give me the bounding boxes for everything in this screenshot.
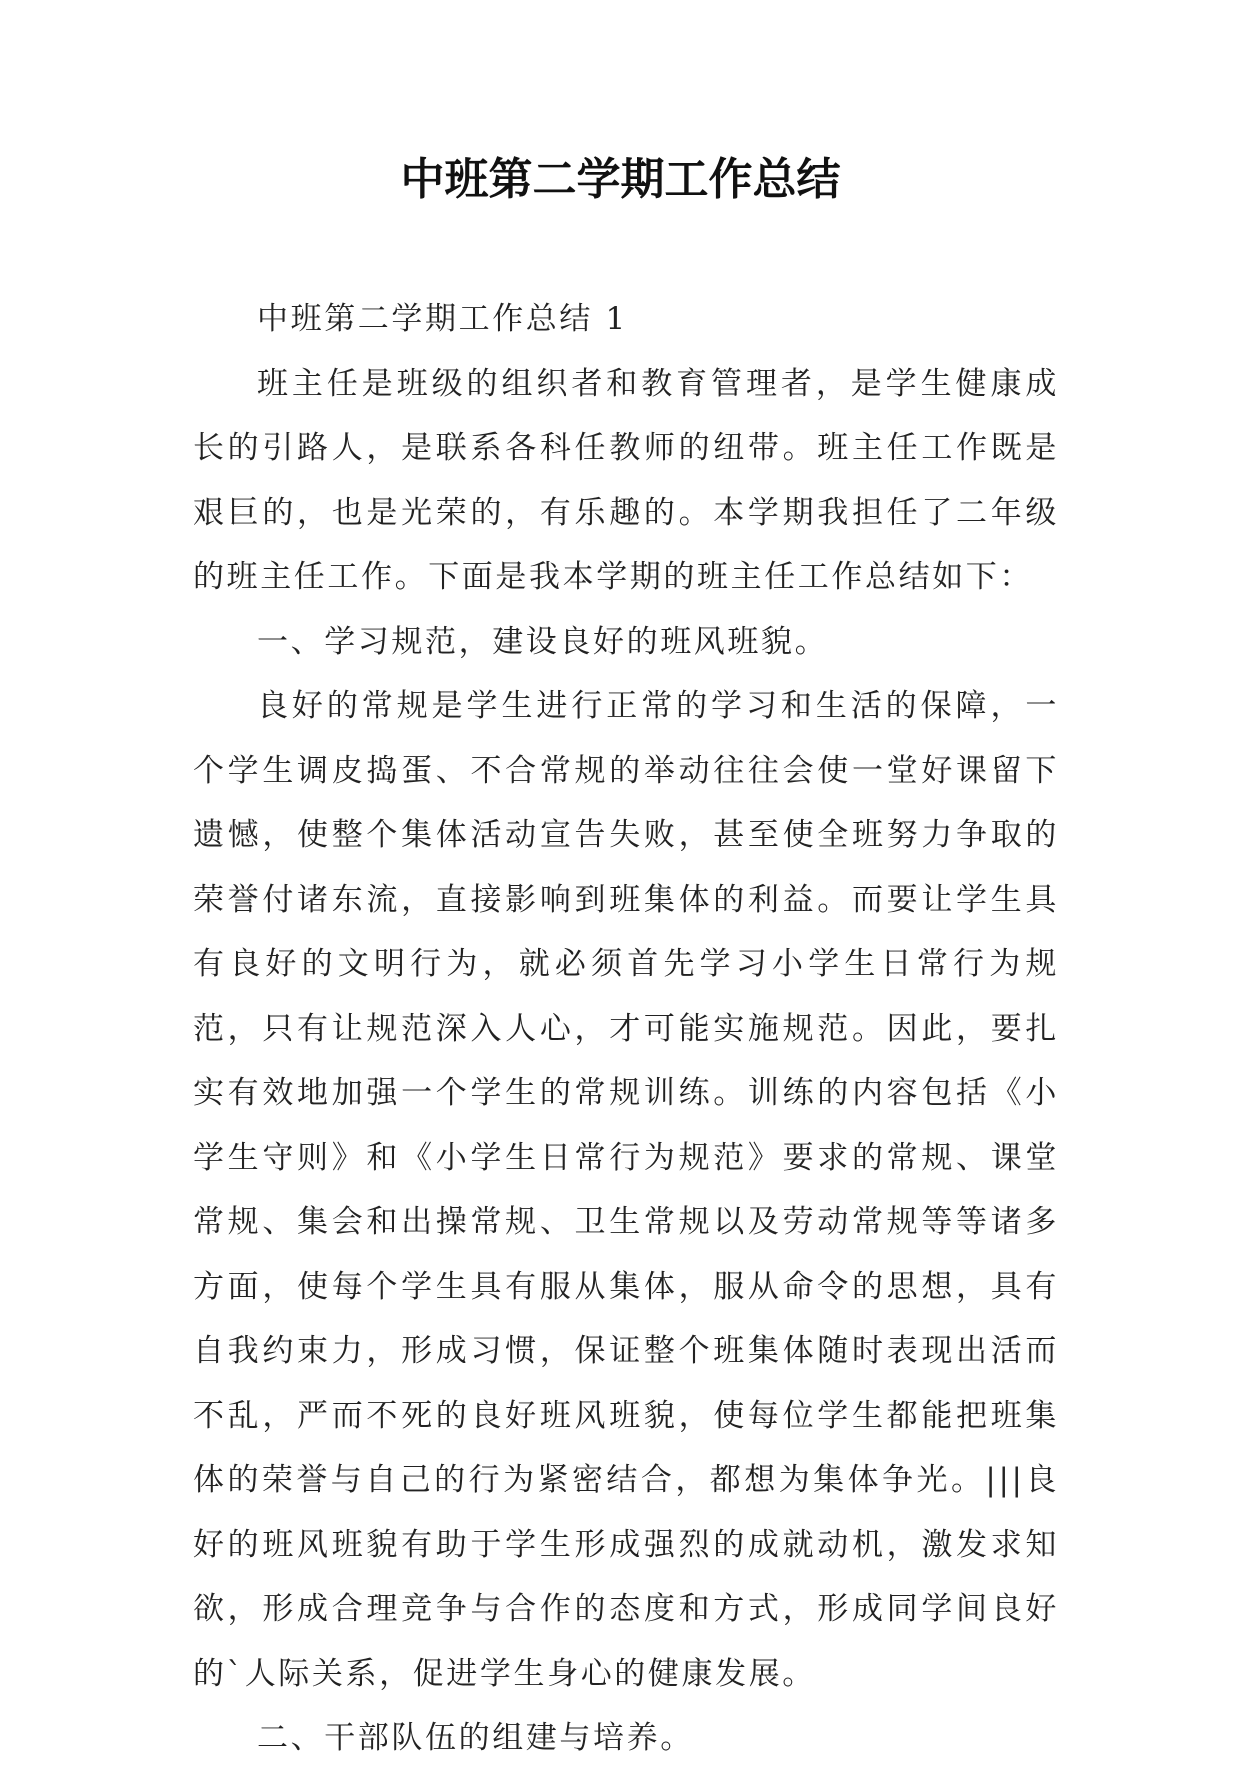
paragraph-subtitle: 中班第二学期工作总结 1: [257, 301, 628, 337]
section-heading-1: 一、学习规范，建设良好的班风班貌。: [257, 623, 829, 660]
section-heading-2: 二、干部队伍的组建与培养。: [257, 1720, 694, 1756]
paragraph-intro: 班主任是班级的组织者和教育管理者，是学生健康成长的引路人，是联系各科任教师的纽带。班主任工作既是艰巨的，也是光荣的，有乐趣的。本学期我担任了二年级的班主任工作。下面是我本学期的班主任工作总结如下：: [193, 365, 1059, 595]
document-title: 中班第二学期工作总结: [400, 154, 841, 205]
paragraph-routine: 良好的常规是学生进行正常的学习和生活的保障，一个学生调皮捣蛋、不合常规的举动往往会使一堂好课留下遗憾，使整个集体活动宣告失败，甚至使全班努力争取的荣誉付诸东流，直接影响到班集体的利益。而要让学生具有良好的文明行为，就必须首先学习小学生日常行为规范，只有让规范深入人心，才可能实施规范。因此，要扎实有效地加强一个学生的常规训练。训练的内容包括《小学生守则》和《小学生日常行为规范》要求的常规、课堂常规、集会和出操常规、卫生常规以及劳动常规等等诸多方面，使每个学生具有服从集体，服从命令的思想，具有自我约束力，形成习惯，保证整个班集体随时表现出活而不乱，严而不死的良好班风班貌，使每位学生都能把班集体的荣誉与自己的行为紧密结合，都想为集体争光。|||良好的班风班貌有助于学生形成强烈的成就动机，激发求知欲，形成合理竞争与合作的态度和方式，形成同学间良好的`人际关系，促进学生身心的健康发展。: [193, 688, 1059, 1692]
document-body: [193, 287, 1059, 1771]
